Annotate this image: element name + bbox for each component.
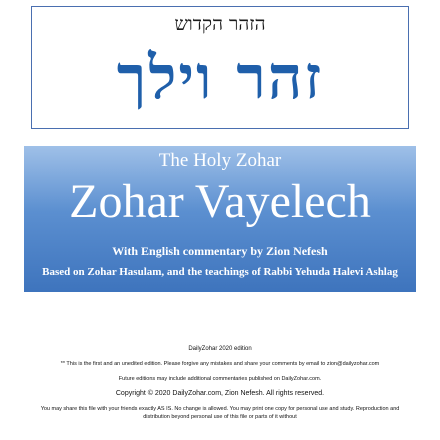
edition-label: DailyZohar 2020 edition xyxy=(188,346,252,352)
title-banner xyxy=(24,146,416,292)
hebrew-title-box xyxy=(31,6,409,129)
copyright-line: Copyright © 2020 DailyZohar.com, Zion Nefesh. All rights reserved. xyxy=(115,390,325,397)
banner-title: Zohar Vayelech xyxy=(69,175,371,228)
basis-line: Based on Zohar Hasulam, and the teachings of Rabbi Yehuda Halevi Ashlag xyxy=(42,266,398,278)
edition-notes xyxy=(30,346,410,429)
sharing-terms: You may share this file with your friends exactly AS IS. No change is allowed. You may print one copy for personal use and study. Reproduction and distribution beyond personal use of this file or parts of it without xyxy=(40,406,400,420)
commentary-line: With English commentary by Zion Nefesh xyxy=(112,244,328,258)
hebrew-title: זהר וילך xyxy=(116,43,324,113)
hebrew-subtitle: הזהר הקדוש xyxy=(174,13,266,35)
future-editions-note: Future editions may include additional commentaries published on DailyZohar.com. xyxy=(118,376,322,382)
banner-subtitle: The Holy Zohar xyxy=(158,150,282,171)
first-edition-note: ** This is the first and an unedited edition. Please forgive any mistakes and share your comments by email to zion@dailyzohar.com xyxy=(60,361,380,367)
